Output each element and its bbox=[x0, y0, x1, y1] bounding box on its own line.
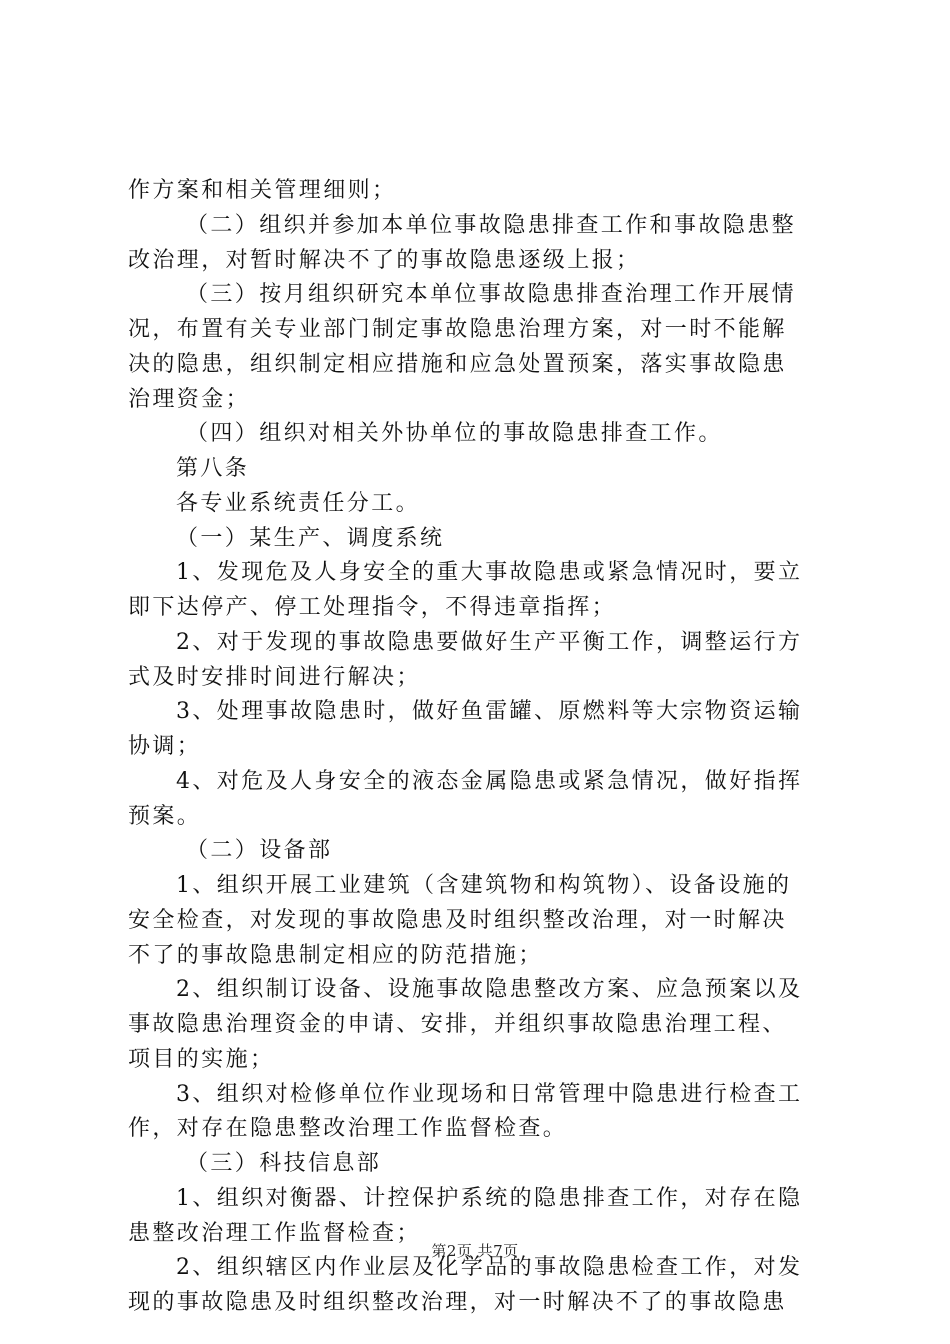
text-line: 3、处理事故隐患时，做好鱼雷罐、原燃料等大宗物资运输 bbox=[176, 699, 803, 725]
text-line: 作方案和相关管理细则； bbox=[128, 178, 397, 203]
text-line: 3、组织对检修单位作业现场和日常管理中隐患进行检查工 bbox=[176, 1081, 803, 1107]
text-line: 况，布置有关专业部门制定事故隐患治理方案，对一时不能解 bbox=[128, 317, 787, 342]
document-body bbox=[128, 174, 832, 1321]
text-line: 2、组织辖区内作业层及化学品的事故隐患检查工作，对发 bbox=[176, 1255, 803, 1281]
text-line: （二）组织并参加本单位事故隐患排查工作和事故隐患整 bbox=[186, 212, 797, 238]
text-line: 预案。 bbox=[128, 803, 202, 829]
text-line: 事故隐患治理资金的申请、安排，并组织事故隐患治理工程、 bbox=[128, 1012, 787, 1037]
text-line: 现的事故隐患及时组织整改治理，对一时解决不了的事故隐患 bbox=[128, 1290, 787, 1315]
text-line: 2、对于发现的事故隐患要做好生产平衡工作，调整运行方 bbox=[176, 629, 803, 655]
text-line: 改治理，对暂时解决不了的事故隐患逐级上报； bbox=[128, 247, 641, 273]
text-line: 不了的事故隐患制定相应的防范措施； bbox=[128, 942, 543, 968]
text-line: 1、组织开展工业建筑（含建筑物和构筑物）、设备设施的 bbox=[176, 873, 792, 898]
text-line: 4、对危及人身安全的液态金属隐患或紧急情况，做好指挥 bbox=[176, 768, 803, 794]
text-line: 2、组织制订设备、设施事故隐患整改方案、应急预案以及 bbox=[176, 977, 803, 1003]
text-line: （三）按月组织研究本单位事故隐患排查治理工作开展情 bbox=[186, 282, 797, 308]
section-heading: 第八条 bbox=[176, 456, 250, 481]
text-line: 各专业系统责任分工。 bbox=[176, 490, 421, 516]
subsection-heading: （二）设备部 bbox=[186, 838, 333, 864]
text-line: 治理资金； bbox=[128, 386, 251, 412]
text-line: 即下达停产、停工处理指令，不得违章指挥； bbox=[128, 595, 617, 620]
text-line: 安全检查，对发现的事故隐患及时组织整改治理，对一时解决 bbox=[128, 907, 787, 933]
text-line: 项目的实施； bbox=[128, 1046, 275, 1072]
subsection-heading: （一）某生产、调度系统 bbox=[176, 525, 445, 551]
text-line: 1、组织对衡器、计控保护系统的隐患排查工作，对存在隐 bbox=[176, 1185, 803, 1211]
text-line: 决的隐患，组织制定相应措施和应急处置预案，落实事故隐患 bbox=[128, 351, 787, 377]
text-line: （四）组织对相关外协单位的事故隐患排查工作。 bbox=[186, 421, 723, 447]
page-number-footer: 第2页 共7页 bbox=[431, 1242, 519, 1260]
text-line: 协调； bbox=[128, 734, 202, 759]
text-line: 作，对存在隐患整改治理工作监督检查。 bbox=[128, 1116, 568, 1142]
text-line: 式及时安排时间进行解决； bbox=[128, 664, 421, 690]
subsection-heading: （三）科技信息部 bbox=[186, 1151, 382, 1176]
text-line: 1、发现危及人身安全的重大事故隐患或紧急情况时，要立 bbox=[176, 560, 803, 586]
text-line: 患整改治理工作监督检查； bbox=[128, 1220, 421, 1246]
